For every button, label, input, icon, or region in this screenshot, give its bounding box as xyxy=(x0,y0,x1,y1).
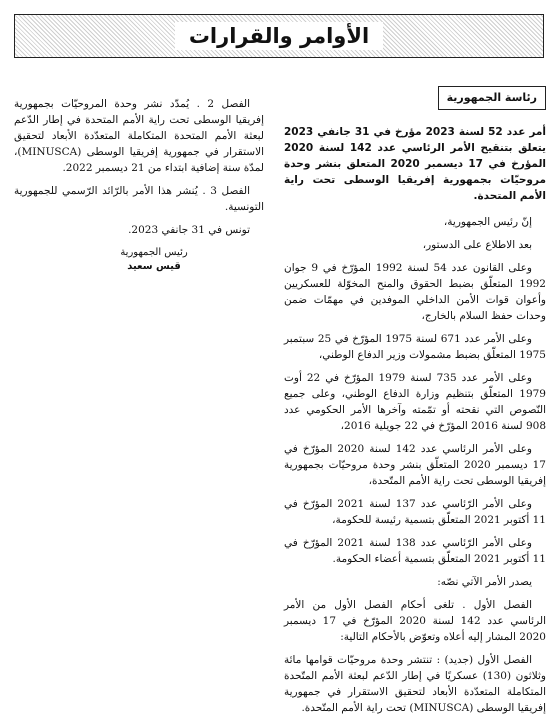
decree-paragraph: وعلى الأمر عدد 735 لسنة 1979 المؤرّخ في 22 أوت 1979 المتعلّق بتنظيم وزارة الدفاع الوطني، وعلى جميع النّصوص التي نقحته أو تمّمته وآخرها الأمر الحكومي عدد 908 لسنة 2016 المؤرّخ في 22 جويلية 2016، xyxy=(284,372,546,432)
section-title: الأوامر والقرارات xyxy=(175,22,383,50)
decree-paragraph: وعلى الأمر الرّئاسي عدد 138 لسنة 2021 المؤرّخ في 11 أكتوبر 2021 المتعلّق بتسمية أعضاء الحكومة. xyxy=(284,537,546,565)
decree-paragraph: إنّ رئيس الجمهورية، xyxy=(443,216,532,228)
decree-paragraph: الفصل 2 . يُمدّد نشر وحدة المروحيّات بجمهورية إفريقيا الوسطى تحت راية الأمم المتحدة في إطار الدّعم لبعثة الأمم المتحدة المتكاملة المتعدّدة الأبعاد لتحقيق الاستقرار في جمهورية إفريقيا الوسطى (MINUSCA)، لمدّة سنة إضافية ابتداء من 21 ديسمبر 2022. xyxy=(14,98,264,174)
signature-title: رئيس الجمهورية xyxy=(120,247,188,258)
decree-paragraph: وعلى الأمر عدد 671 لسنة 1975 المؤرّخ في 25 سبتمبر 1975 المتعلّق بضبط مشمولات وزير الدفاع الوطني، xyxy=(284,333,546,361)
signature-name: قيس سعيد xyxy=(127,261,181,272)
agency-label: رئاسة الجمهورية xyxy=(438,86,546,110)
decree-title: أمر عدد 52 لسنة 2023 مؤرخ في 31 جانفي 2023 يتعلق بتنقيح الأمر الرئاسي عدد 142 لسنة 2020 المؤرخ في 17 ديسمبر 2020 المتعلق بنشر وحدة مروحيّات بجمهورية إفريقيا الوسطى تحت راية الأمم المتحدة. xyxy=(284,126,547,202)
decree-paragraph: وعلى الأمر الرّئاسي عدد 137 لسنة 2021 المؤرّخ في 11 أكتوبر 2021 المتعلّق بتسمية رئيسة للحكومة، xyxy=(284,498,546,526)
decree-paragraph: وعلى القانون عدد 54 لسنة 1992 المؤرّخ في 9 جوان 1992 المتعلّق بضبط الحقوق والمنح المخوّلة للعسكريين وأعوان قوات الأمن الداخلي الموفدين في مهمّات ضمن وحدات حفظ السلام بالخارج، xyxy=(284,262,546,322)
right-column xyxy=(284,86,546,723)
decree-date: تونس في 31 جانفي 2023. xyxy=(128,224,250,236)
decree-paragraph: بعد الاطلاع على الدستور، xyxy=(422,239,532,251)
section-banner xyxy=(14,14,544,58)
decree-paragraph: وعلى الأمر الرئاسي عدد 142 لسنة 2020 المؤرّخ في 17 ديسمبر 2020 المتعلّق بنشر وحدة مروحيّات بجمهورية إفريقيا الوسطى تحت راية الأمم المتّحدة، xyxy=(284,443,546,487)
decree-paragraph: الفصل الأول (جديد) : تنتشر وحدة مروحيّات قوامها مائة وثلاثون (130) عسكريًا في إطار الدّعم لبعثة الأمم المتّحدة المتكاملة المتعدّدة الأبعاد لتحقيق الاستقرار في جمهورية إفريقيا الوسطى (MINUSCA) تحت راية الأمم المتّحدة. xyxy=(284,654,546,714)
left-column xyxy=(14,96,264,274)
signature-block xyxy=(84,246,224,274)
decree-paragraph: الفصل الأول . تلغى أحكام الفصل الأول من الأمر الرئاسي عدد 142 لسنة 2020 المؤرّخ في 17 ديسمبر 2020 المشار إليه أعلاه وتعوّض بالأحكام التالية: xyxy=(284,599,547,643)
decree-paragraph: الفصل 3 . يُنشر هذا الأمر بالرّائد الرّسمي للجمهورية التونسية. xyxy=(14,185,264,213)
decree-paragraph: يصدر الأمر الآتي نصّه: xyxy=(437,576,532,588)
